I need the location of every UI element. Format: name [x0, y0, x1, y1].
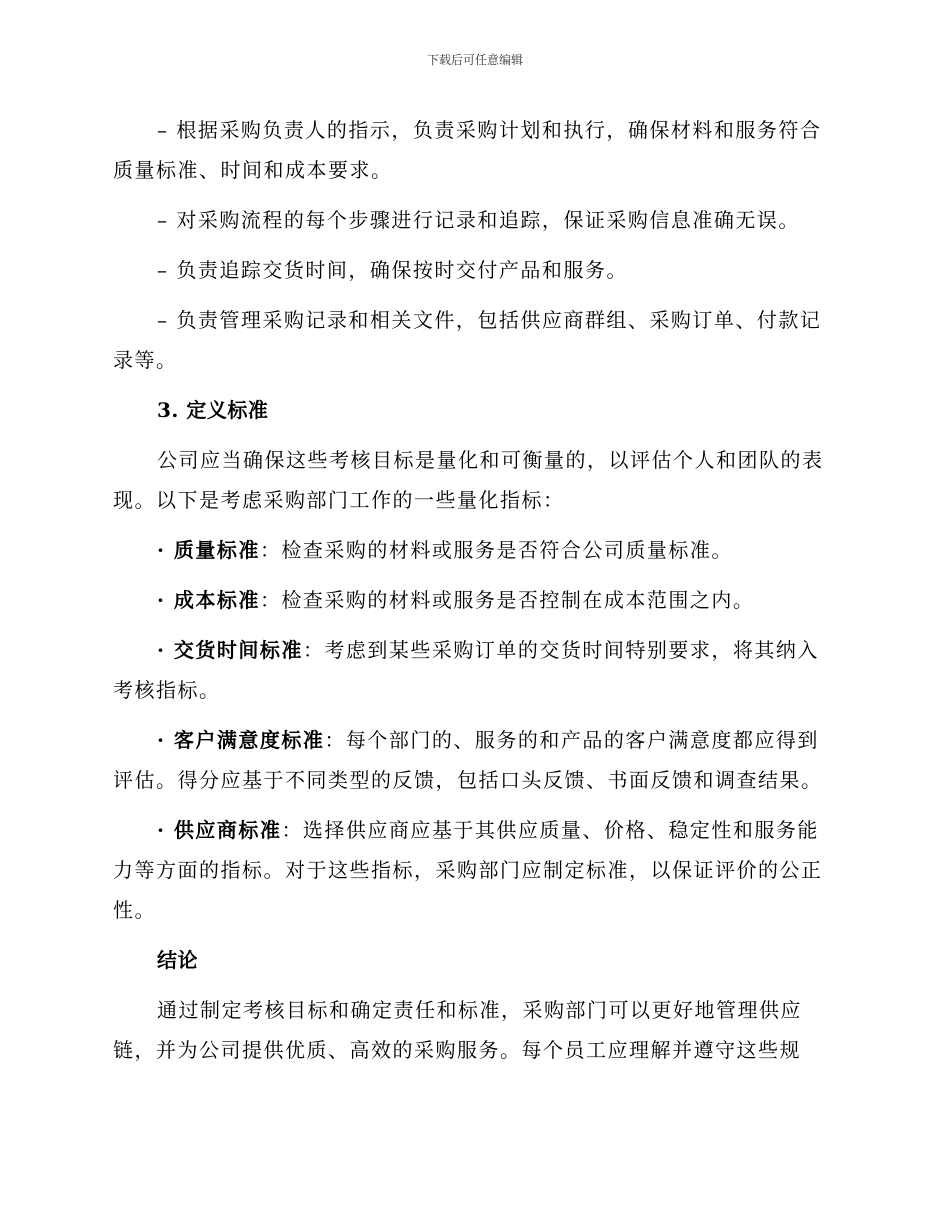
section-heading-conclusion: 结论: [157, 948, 198, 972]
paragraph-standards-intro: 公司应当确保这些考核目标是量化和可衡量的，以评估个人和团队的表现。以下是考虑采购部门工作的一些量化指标：: [113, 448, 824, 512]
page-header: 下载后可任意编辑: [426, 53, 523, 67]
term-delivery-standard: · 交货时间标准: [157, 638, 303, 662]
paragraph-supplier-standard: [113, 810, 838, 930]
paragraph-cost-standard: [113, 580, 838, 620]
definition-supplier-standard: ：选择供应商应基于其供应质量、价格、稳定性和服务能力等方面的指标。对于这些指标，采购部门应制定标准，以保证评价的公正性。: [113, 818, 823, 922]
term-satisfaction-standard: · 客户满意度标准: [157, 728, 325, 752]
term-quality-standard: · 质量标准: [157, 538, 260, 562]
section-heading-define-standards: 3. 定义标准: [157, 398, 269, 422]
document-body: [113, 110, 838, 1080]
paragraph-conclusion: 通过制定考核目标和确定责任和标准，采购部门可以更好地管理供应链，并为公司提供优质、高效的采购服务。每个员工应理解并遵守这些规: [113, 998, 802, 1062]
paragraph-delivery-standard: [113, 630, 838, 710]
paragraph-delivery-tracking: – 负责追踪交货时间，确保按时交付产品和服务。: [157, 258, 628, 282]
paragraph-satisfaction-standard: [113, 720, 838, 800]
definition-delivery-standard: ：考虑到某些采购订单的交货时间特别要求，将其纳入考核指标。: [113, 638, 819, 702]
definition-satisfaction-standard: ：每个部门的、服务的和产品的客户满意度都应得到评估。得分应基于不同类型的反馈，包括口头反馈、书面反馈和调查结果。: [113, 728, 823, 792]
paragraph-quality-standard: [113, 530, 838, 570]
term-supplier-standard: · 供应商标准: [157, 818, 282, 842]
paragraph-procurement-plan: – 根据采购负责人的指示，负责采购计划和执行，确保材料和服务符合质量标准、时间和成本要求。: [113, 118, 822, 182]
paragraph-process-tracking: – 对采购流程的每个步骤进行记录和追踪，保证采购信息准确无误。: [157, 208, 800, 232]
term-cost-standard: · 成本标准: [157, 588, 260, 612]
definition-quality-standard: ：检查采购的材料或服务是否符合公司质量标准。: [259, 538, 733, 562]
paragraph-records-management: – 负责管理采购记录和相关文件，包括供应商群组、采购订单、付款记录等。: [113, 308, 822, 372]
definition-cost-standard: ：检查采购的材料或服务是否控制在成本范围之内。: [259, 588, 755, 612]
